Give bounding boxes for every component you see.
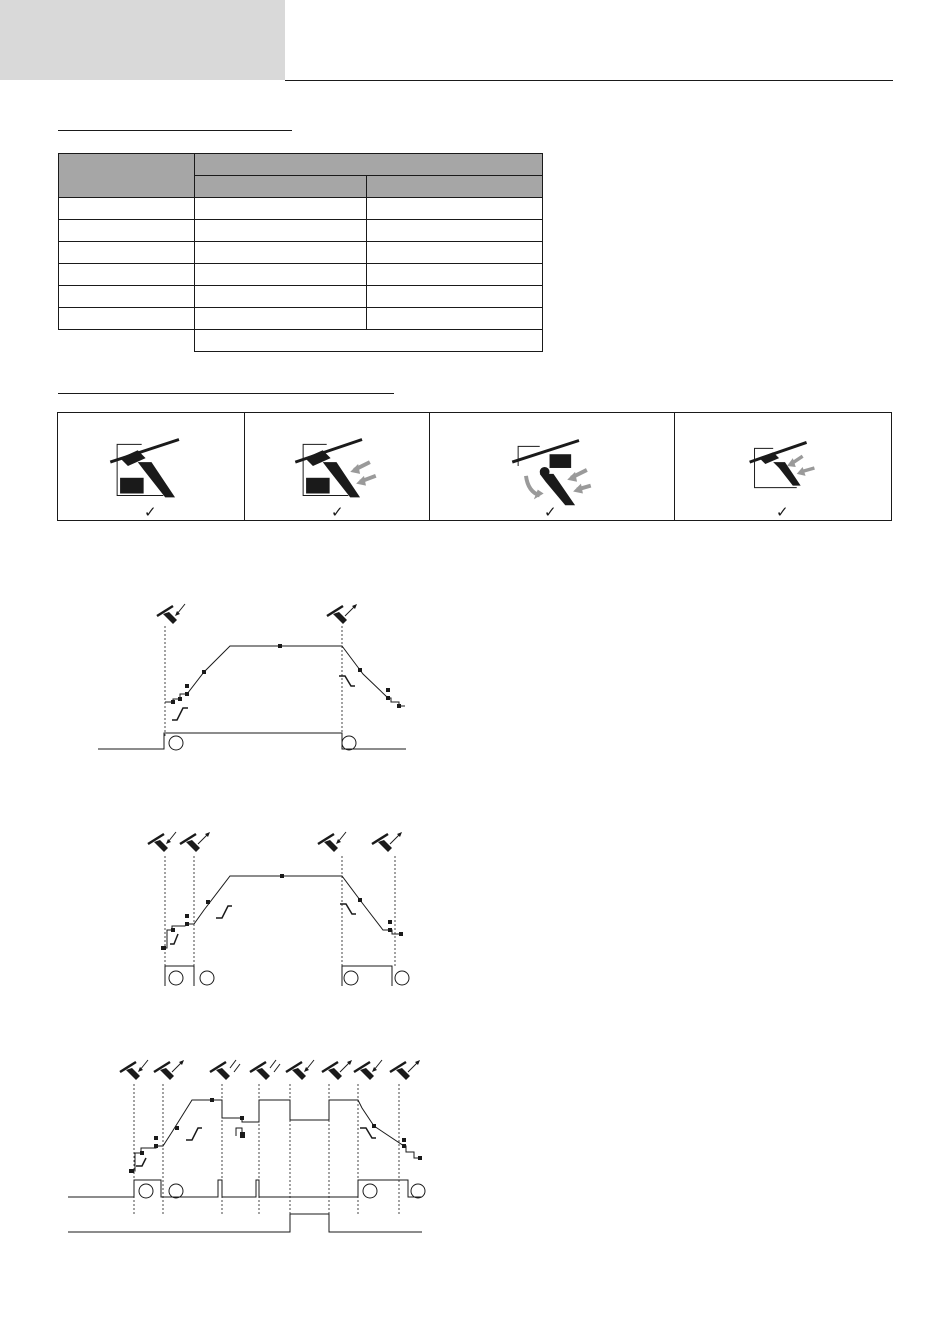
torch-press-icon (354, 1060, 382, 1080)
current-curve (165, 646, 405, 706)
torch-press-icon (157, 604, 185, 624)
2-step-sequence-diagram (95, 598, 415, 768)
torch-release-icon (322, 1060, 352, 1080)
process-mode-cell (675, 413, 891, 520)
second-level-line (68, 1214, 422, 1232)
check-icon: ✓ (331, 504, 344, 521)
torch-release-icon (180, 832, 210, 852)
spec-header-sub-b (367, 176, 543, 198)
table-row (59, 308, 543, 330)
check-icon: ✓ (776, 504, 789, 521)
table-row (59, 330, 543, 352)
torch-release-icon (154, 1060, 184, 1080)
gas-line (98, 733, 406, 749)
section-1-rule (58, 130, 292, 131)
torch-release-icon (390, 1060, 420, 1080)
gas-line (68, 1180, 422, 1197)
torch-press-release-icon (250, 1060, 280, 1080)
torch-press-release-icon (210, 1060, 240, 1080)
spec-header-sub-a (195, 176, 367, 198)
section-2-rule (58, 393, 394, 394)
check-icon: ✓ (544, 504, 557, 521)
torch-release-icon (327, 604, 357, 624)
check-icon: ✓ (144, 504, 157, 521)
torch-release-icon (372, 832, 402, 852)
process-mode-cell (58, 413, 245, 520)
torch-press-icon (318, 832, 346, 852)
table-row (59, 264, 543, 286)
header-title-box (0, 0, 285, 80)
spec-footer-span (195, 330, 543, 352)
4-step-pulse-sequence-diagram (66, 1054, 428, 1236)
spec-header-col1 (59, 154, 195, 198)
process-mode-cell (430, 413, 675, 520)
spec-header-group (195, 154, 543, 176)
process-mode-cell (245, 413, 430, 520)
table-row (59, 198, 543, 220)
torch-press-icon (286, 1060, 314, 1080)
process-mode-strip (57, 412, 892, 521)
header-rule (285, 80, 893, 81)
spec-table (58, 153, 543, 352)
torch-press-icon (148, 832, 176, 852)
table-row (59, 242, 543, 264)
current-curve (130, 1100, 422, 1171)
table-row (59, 286, 543, 308)
4-step-sequence-diagram (130, 826, 420, 992)
table-row (59, 220, 543, 242)
current-curve (162, 876, 402, 948)
torch-press-icon (120, 1060, 148, 1080)
